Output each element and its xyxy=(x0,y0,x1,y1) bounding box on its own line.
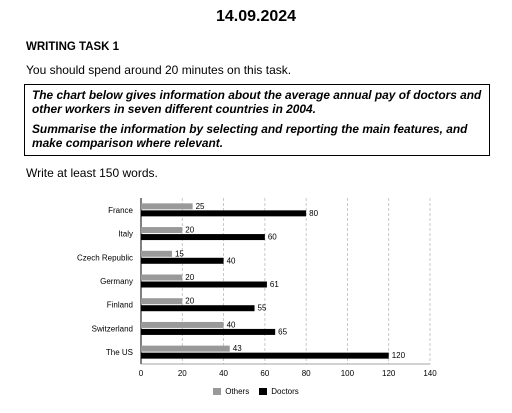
bar-doctors xyxy=(141,353,389,359)
data-label: 80 xyxy=(309,208,319,218)
bar-others xyxy=(141,203,193,209)
chart-legend xyxy=(0,387,512,396)
data-label: 43 xyxy=(232,344,242,354)
category-label: Switzerland xyxy=(91,324,133,334)
x-tick-label: 80 xyxy=(301,369,311,378)
legend-item-others xyxy=(213,387,249,396)
bar-doctors xyxy=(141,329,275,335)
data-label: 15 xyxy=(174,249,184,259)
time-instruction: You should spend around 20 minutes on this task. xyxy=(26,63,292,77)
legend-swatch-doctors xyxy=(259,388,267,395)
bar-others xyxy=(141,346,230,352)
data-label: 61 xyxy=(269,280,279,289)
data-label: 120 xyxy=(391,351,406,361)
task-prompt-box xyxy=(24,84,490,156)
prompt-instruction: Summarise the information by selecting and reporting the main features, and make comparison where relevant. xyxy=(32,122,468,150)
x-tick-label: 0 xyxy=(138,369,144,378)
bar-doctors xyxy=(141,258,224,264)
bar-others xyxy=(141,298,182,304)
x-tick-label: 120 xyxy=(382,369,396,378)
bar-others xyxy=(141,251,172,257)
data-label: 60 xyxy=(267,232,277,242)
x-tick-label: 140 xyxy=(423,369,437,378)
bar-others xyxy=(141,275,182,281)
page-date: 14.09.2024 xyxy=(215,8,297,25)
bar-doctors xyxy=(141,234,265,240)
category-label: Finland xyxy=(106,300,133,310)
x-tick-label: 100 xyxy=(340,369,355,378)
bar-doctors xyxy=(141,282,267,288)
data-label: 40 xyxy=(226,256,236,266)
data-label: 25 xyxy=(195,201,205,211)
legend-item-doctors xyxy=(259,387,299,396)
data-label: 20 xyxy=(185,273,195,282)
data-label: 55 xyxy=(257,303,267,313)
data-label: 40 xyxy=(226,320,236,330)
data-label: 20 xyxy=(185,225,195,235)
bar-doctors xyxy=(141,305,255,311)
legend-label-doctors: Doctors xyxy=(271,387,299,396)
word-count-instruction: Write at least 150 words. xyxy=(26,166,158,180)
category-label: Czech Republic xyxy=(76,253,133,263)
data-label: 20 xyxy=(185,296,195,306)
bar-others xyxy=(141,322,224,328)
x-tick-label: 40 xyxy=(219,369,229,378)
bar-chart xyxy=(0,190,512,385)
bar-others xyxy=(141,227,182,233)
category-label: The US xyxy=(105,348,133,358)
data-label: 65 xyxy=(278,327,288,337)
category-label: Italy xyxy=(118,229,133,239)
bar-doctors xyxy=(141,210,306,216)
category-label: France xyxy=(108,205,133,215)
x-tick-label: 60 xyxy=(260,369,270,378)
x-tick-label: 20 xyxy=(177,369,187,378)
category-label: Germany xyxy=(100,277,133,286)
legend-label-others: Others xyxy=(225,387,250,396)
legend-swatch-others xyxy=(213,388,221,395)
task-title: WRITING TASK 1 xyxy=(26,41,120,53)
prompt-description: The chart below gives information about the average annual pay of doctors and other workers in seven different countries in 2004. xyxy=(32,88,482,116)
